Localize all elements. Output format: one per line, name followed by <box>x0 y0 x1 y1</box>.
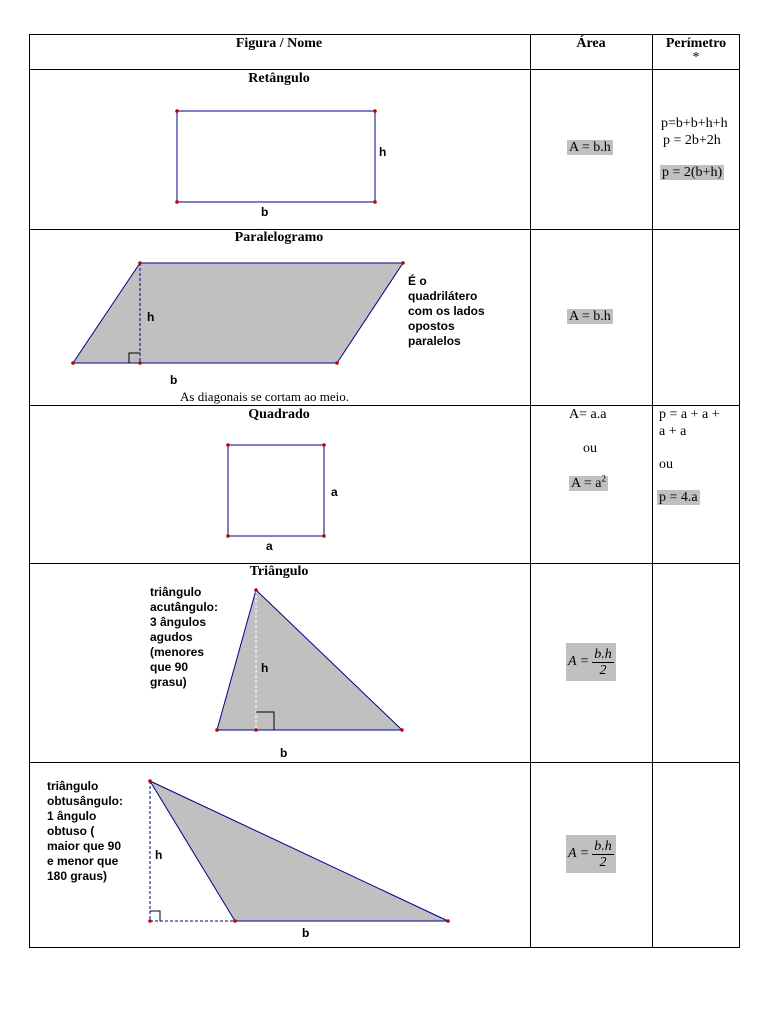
acute-triangle-shape <box>217 590 402 730</box>
rectangle-perimeter-3: p = 2(b+h) <box>662 165 723 180</box>
square-perimeter-3: p = 4.a <box>659 490 698 505</box>
acute-triangle-note: triângulo acutângulo: 3 ângulos agudos (menores que 90 grasu) <box>150 585 218 689</box>
parallelogram-caption: As diagonais se cortam ao meio. <box>180 389 349 404</box>
square-area-line-1: A= a.a <box>569 407 607 422</box>
parallelogram-base-label: b <box>170 373 178 387</box>
square-vertices <box>226 443 326 538</box>
rectangle-height-label: h <box>379 145 387 159</box>
square-perimeter-2: a + a <box>659 424 687 439</box>
header-perimeter-mark: * <box>692 50 700 65</box>
rectangle-vertices <box>175 109 377 204</box>
obtuse-triangle-height-label: h <box>155 848 163 862</box>
rectangle-base-label: b <box>261 205 269 219</box>
parallelogram-title: Paralelogramo <box>234 230 324 245</box>
obtuse-triangle-base-label: b <box>302 926 310 940</box>
rectangle-area-formula: A = b.h <box>569 140 611 155</box>
rectangle-title: Retângulo <box>248 71 310 86</box>
obtuse-triangle-note: triângulo obtusângulo: 1 ângulo obtuso ( maior que 90 e menor que 180 graus) <box>47 779 123 883</box>
obtuse-triangle-shape <box>150 781 448 921</box>
parallelogram-shape <box>73 263 403 363</box>
square-perimeter-1: p = a + a + <box>659 407 720 422</box>
parallelogram-area-formula: A = b.h <box>569 309 611 324</box>
acute-triangle-base-label: b <box>280 746 288 760</box>
rectangle-shape <box>177 111 375 202</box>
acute-triangle-height-label: h <box>261 661 269 675</box>
header-figure: Figura / Nome <box>235 36 323 51</box>
acute-triangle-area-formula: A = $\frac{b.h}{2}$ <box>566 643 616 681</box>
square-area-formula: $A = a^2$ <box>571 473 606 491</box>
obtuse-triangle-area-formula: A = $\frac{b.h}{2}$ <box>566 835 616 873</box>
header-perimeter: Perímetro <box>665 36 727 51</box>
obtuse-triangle-right-angle <box>150 911 160 921</box>
rectangle-perimeter-1: p=b+b+h+h <box>661 116 728 131</box>
triangle-title: Triângulo <box>249 564 309 579</box>
square-perimeter-or: ou <box>659 457 673 472</box>
parallelogram-note: É o quadrilátero com os lados opostos paralelos <box>408 274 485 348</box>
rectangle-perimeter-2: p = 2b+2h <box>663 133 721 148</box>
parallelogram-height-label: h <box>147 310 155 324</box>
square-base-label: a <box>266 539 273 553</box>
square-side-label: a <box>331 485 338 499</box>
square-area-or: ou <box>583 441 597 456</box>
header-area: Área <box>576 36 606 51</box>
square-shape <box>228 445 324 536</box>
square-title: Quadrado <box>248 407 310 422</box>
